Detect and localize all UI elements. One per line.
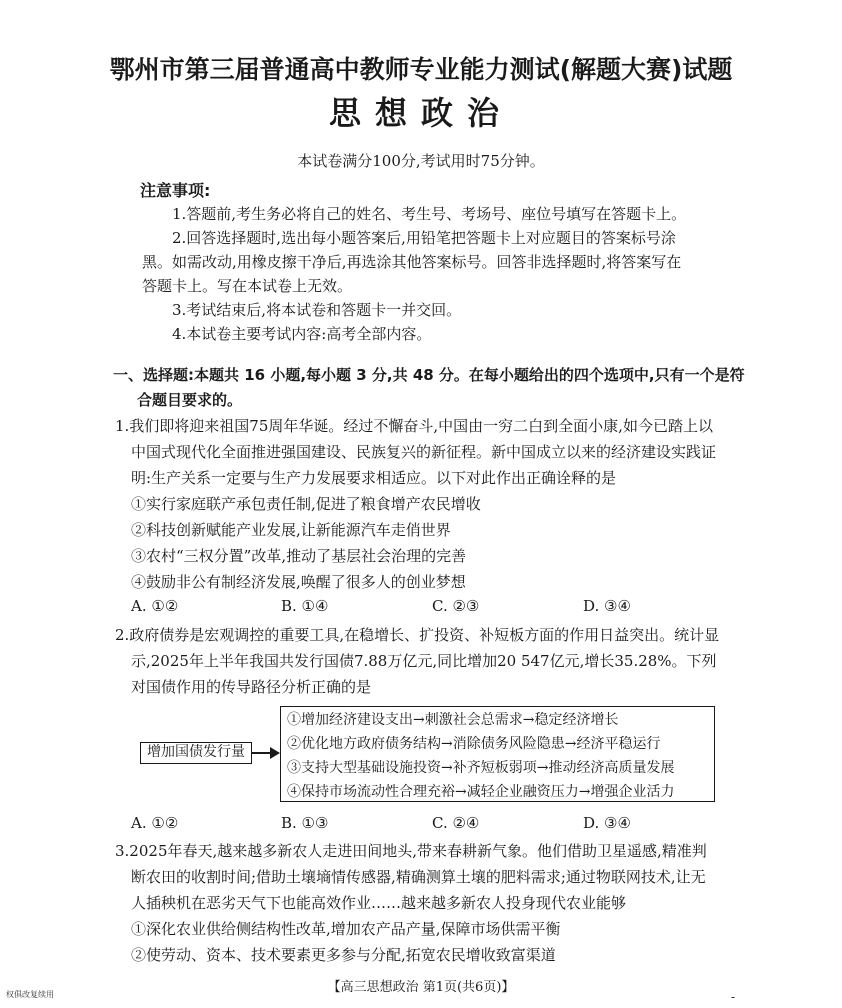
q1-stem-line: 明:生产关系一定要与生产力发展要求相适应。以下对此作出正确诠释的是	[131, 469, 617, 487]
subject-title: 思想政治	[328, 94, 513, 132]
q3-item: ②使劳动、资本、技术要素更多参与分配,拓宽农民增收致富渠道	[131, 946, 556, 964]
exam-title: 鄂州市第三届普通高中教师专业能力测试(解题大赛)试题	[109, 55, 733, 84]
notice-line: 黑。如需改动,用橡皮擦干净后,再选涂其他答案标号。回答非选择题时,将答案写在	[142, 253, 682, 271]
q2-stem-line: 示,2025年上半年我国共发行国债7.88万亿元,同比增加20 547亿元,增长35.28%。下列	[131, 652, 717, 670]
section-heading: 一、选择题:本题共 16 小题,每小题 3 分,共 48 分。在每小题给出的四个选项中,只有一个是符	[113, 366, 745, 384]
q3-stem-line: 3.2025年春天,越来越多新农人走进田间地头,带来春耕新气象。他们借助卫星遥感,精准判	[115, 842, 707, 860]
q2-option-d: D. ③④	[583, 814, 631, 832]
q2-option-a: A. ①②	[131, 814, 179, 832]
q1-stem-line: 1.我们即将迎来祖国75周年华诞。经过不懈奋斗,中国由一穷二白到全面小康,如今已踏上以	[115, 417, 713, 435]
path-item: ④保持市场流动性合理充裕→减轻企业融资压力→增强企业活力	[287, 784, 675, 800]
page-footer: 【高三思想政治 第1页(共6页)】	[327, 980, 515, 995]
side-note: 权俱改复续用	[6, 990, 54, 999]
q1-item: ②科技创新赋能产业发展,让新能源汽车走俏世界	[131, 521, 451, 539]
q2-stem-line: 2.政府债券是宏观调控的重要工具,在稳增长、扩投资、补短板方面的作用日益突出。统计显	[115, 626, 720, 644]
path-item: ②优化地方政府债务结构→消除债务风险隐患→经济平稳运行	[287, 736, 661, 752]
q2-option-b: B. ①③	[281, 814, 329, 832]
q1-item: ③农村“三权分置”改革,推动了基层社会治理的完善	[131, 547, 467, 565]
q1-item: ①实行家庭联产承包责任制,促进了粮食增产农民增收	[131, 495, 481, 513]
q1-option-d: D. ③④	[583, 597, 631, 615]
diagram-start-box: 增加国债发行量	[140, 742, 252, 764]
notice-heading: 注意事项:	[140, 181, 211, 200]
q3-item: ①深化农业供给侧结构性改革,增加农产品产量,保障市场供需平衡	[131, 920, 561, 938]
q2-stem-line: 对国债作用的传导路径分析正确的是	[131, 678, 372, 696]
transmission-paths-box	[280, 706, 715, 802]
q1-option-a: A. ①②	[131, 597, 179, 615]
path-item: ①增加经济建设支出→刺激社会总需求→稳定经济增长	[287, 712, 619, 728]
q1-option-c: C. ②③	[432, 597, 480, 615]
exam-intro: 本试卷满分100分,考试用时75分钟。	[297, 152, 545, 170]
notice-line: 4.本试卷主要考试内容:高考全部内容。	[172, 325, 432, 343]
arrow-right-icon	[270, 747, 280, 759]
section-heading-cont: 合题目要求的。	[137, 391, 243, 409]
q3-stem-line: 人插秧机在恶劣天气下也能高效作业……越来越多新农人投身现代农业能够	[131, 894, 627, 912]
notice-line: 2.回答选择题时,选出每小题答案后,用铅笔把答题卡上对应题目的答案标号涂	[172, 229, 676, 247]
q2-option-c: C. ②④	[432, 814, 480, 832]
q1-option-b: B. ①④	[281, 597, 329, 615]
notice-line: 3.考试结束后,将本试卷和答题卡一并交回。	[172, 301, 462, 319]
notice-line: 1.答题前,考生务必将自己的姓名、考生号、考场号、座位号填写在答题卡上。	[172, 205, 687, 223]
corner-mark: -	[731, 990, 736, 1004]
q3-stem-line: 断农田的收割时间;借助土壤墒情传感器,精确测算土壤的肥料需求;通过物联网技术,让无	[131, 868, 706, 886]
path-item: ③支持大型基础设施投资→补齐短板弱项→推动经济高质量发展	[287, 760, 675, 776]
q1-item: ④鼓励非公有制经济发展,唤醒了很多人的创业梦想	[131, 573, 466, 591]
notice-line: 答题卡上。写在本试卷上无效。	[142, 277, 353, 295]
q1-stem-line: 中国式现代化全面推进强国建设、民族复兴的新征程。新中国成立以来的经济建设实践证	[131, 443, 717, 461]
